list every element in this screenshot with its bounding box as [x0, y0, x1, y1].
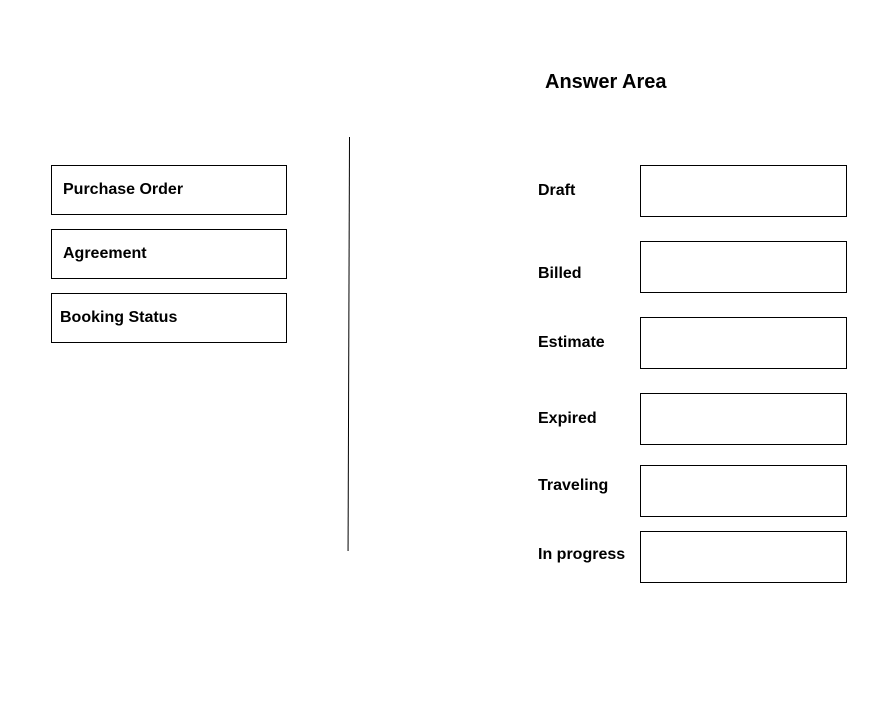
source-option-label: Agreement	[63, 245, 147, 262]
answer-row-label-traveling: Traveling	[538, 477, 609, 494]
drop-target-traveling[interactable]	[640, 465, 847, 517]
drop-target-estimate[interactable]	[640, 317, 847, 369]
drop-target-draft[interactable]	[640, 165, 847, 217]
answer-row-label-expired: Expired	[538, 410, 597, 427]
drop-target-billed[interactable]	[640, 241, 847, 293]
source-option-booking-status[interactable]	[51, 293, 287, 343]
answer-row-label-estimate: Estimate	[538, 334, 605, 351]
drop-target-in-progress[interactable]	[640, 531, 847, 583]
source-option-purchase-order[interactable]	[51, 165, 287, 215]
drop-target-expired[interactable]	[640, 393, 847, 445]
answer-row-label-draft: Draft	[538, 182, 576, 199]
answer-row-label-in-progress: In progress	[538, 546, 626, 563]
answer-area-title: Answer Area	[545, 71, 667, 93]
source-option-label: Purchase Order	[63, 181, 184, 198]
source-option-agreement[interactable]	[51, 229, 287, 279]
answer-row-label-billed: Billed	[538, 265, 582, 282]
source-option-label: Booking Status	[60, 309, 178, 326]
column-divider	[348, 137, 350, 551]
